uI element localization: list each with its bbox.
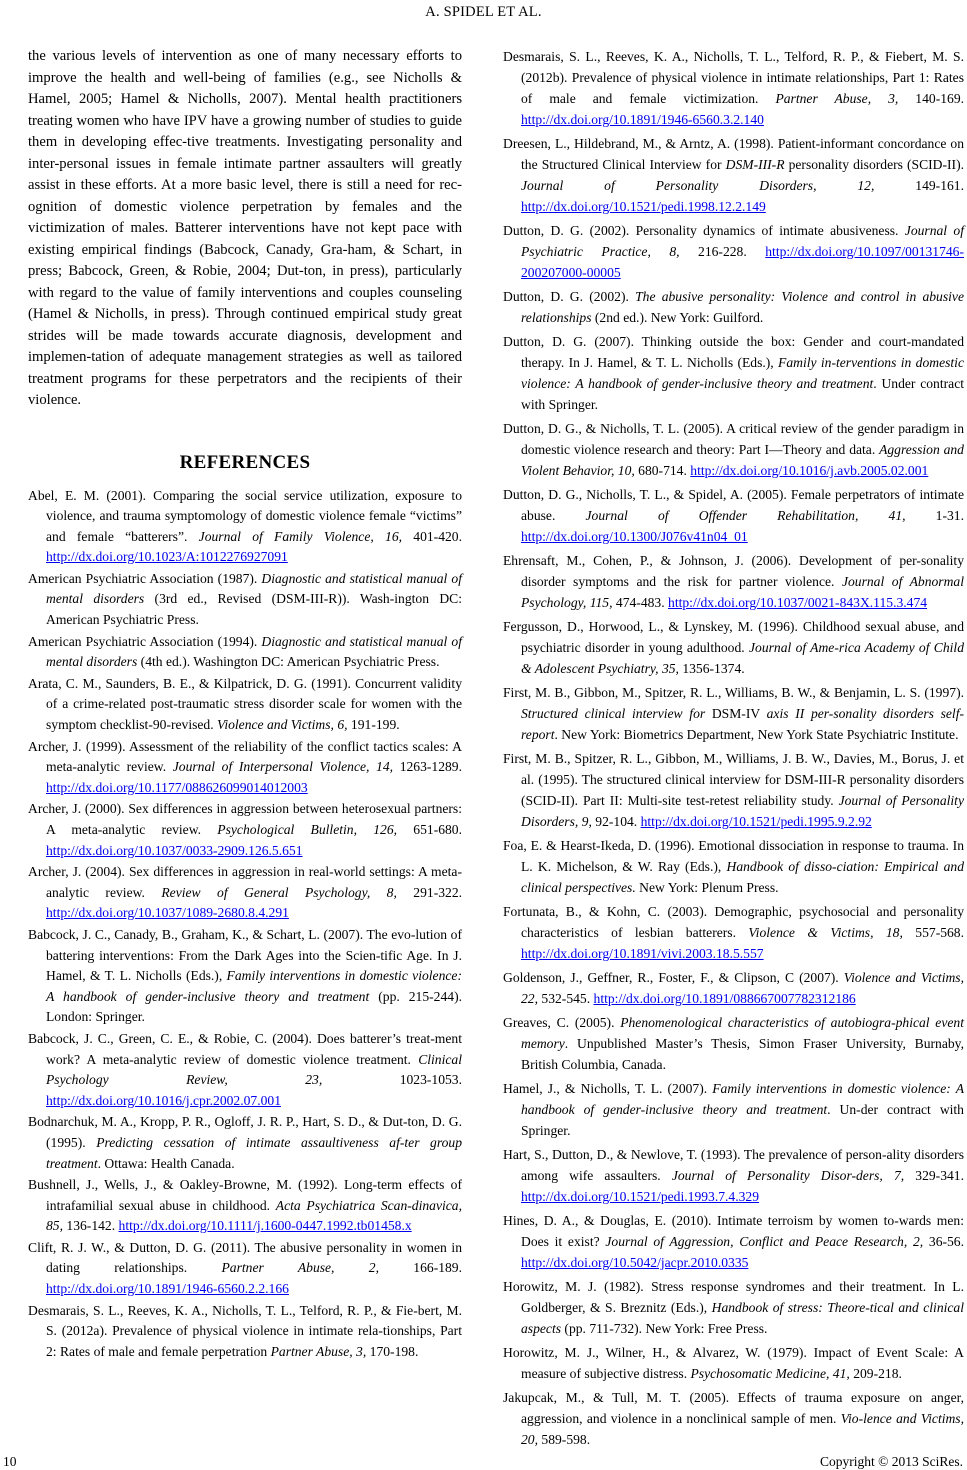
reference-entry [503, 1012, 964, 1075]
journal-title: Journal of Ame-rica Academy of Child & Adolescent Psychiatry, 35, [521, 640, 964, 676]
reference-entry [28, 1175, 462, 1237]
doi-link[interactable]: http://dx.doi.org/10.1891/1946-6560.3.2.140 [521, 112, 764, 127]
reference-entry [28, 1029, 462, 1111]
reference-text: 1356-1374. [678, 661, 745, 676]
reference-text: Dreesen, L., Hildebrand, M., & Arntz, A. (1998). Patient-informant concordance on the Structured Clinical Interview for [503, 136, 964, 172]
reference-text: 136-142. [63, 1218, 119, 1234]
reference-text: Bushnell, J., Wells, J., & Oakley-Browne, M. (1992). Long-term effects of intrafamilial sexual abuse in childhood. [28, 1177, 462, 1213]
reference-text: 474-483. [612, 595, 669, 610]
reference-text: 170-198. [366, 1343, 419, 1359]
reference-text: 216-228. [679, 244, 766, 259]
journal-title: Handbook of stress: Theore-tical and clinical aspects [521, 1300, 964, 1336]
reference-text: Hines, D. A., & Douglas, E. (2010). Intimate terroism by women to-wards men: Does it exist? [503, 1213, 964, 1249]
journal-title: Handbook of disso-ciation: Empirical and clinical perspectives. [521, 859, 964, 895]
reference-entry [503, 967, 964, 1009]
journal-title: Clinical Psychology Review, 23, [46, 1051, 462, 1088]
journal-title: Diagnostic and statistical manual of mental disorders [46, 570, 462, 607]
doi-link[interactable]: http://dx.doi.org/10.1521/pedi.1993.7.4.329 [521, 1189, 760, 1204]
reference-text: Greaves, C. (2005). [503, 1015, 621, 1030]
journal-title: Journal of Interpersonal Violence, 14, [172, 759, 394, 775]
reference-text: Dutton, D. G., Nicholls, T. L., & Spidel, A. (2005). Female perpetrators of intimate abuse. [503, 487, 964, 523]
journal-title: Violence and Victims, 6, [217, 717, 348, 733]
reference-entry [28, 799, 462, 861]
reference-entry [503, 418, 964, 481]
reference-text: . Ottawa: Health Canada. [97, 1155, 235, 1171]
reference-text: Bodnarchuk, M. A., Kropp, P. R., Ogloff, J. R. P., Hart, S. D., & Dut-ton, D. G. (1995). [28, 1114, 462, 1150]
reference-entry [503, 550, 964, 613]
doi-link[interactable]: http://dx.doi.org/10.1037/0021-843X.115.3.474 [668, 595, 928, 610]
reference-entry [28, 737, 462, 799]
journal-title: Review of General Psychology, 8, [161, 884, 397, 900]
reference-text: 401-420. [402, 528, 463, 544]
journal-title: Journal of Personality Disorders, 9, [521, 793, 964, 829]
doi-link[interactable]: http://dx.doi.org/10.1016/j.avb.2005.02.001 [690, 463, 929, 478]
reference-text: Horowitz, M. J. (1982). Stress response syndromes and their treatment. In L. Goldberger, & S. Breznitz (Eds.), [503, 1279, 964, 1315]
journal-title: Partner Abuse, 3, [775, 91, 899, 106]
reference-entry [503, 1342, 964, 1384]
reference-entry [28, 1112, 462, 1174]
page-footer [0, 1453, 967, 1470]
references-list-right [503, 46, 964, 1450]
reference-entry [503, 1078, 964, 1141]
reference-text: Desmarais, S. L., Reeves, K. A., Nicholls, T. L., Telford, R. P., & Fiebert, M. S. (2012b). Prevalence of physical violence in intimate relationships, Part 1: Rates of male and female victimization. [503, 49, 964, 106]
reference-entry [503, 682, 964, 745]
journal-title: Journal of Family Violence, 16, [198, 528, 403, 544]
reference-text: First, M. B., Gibbon, M., Spitzer, R. L., Williams, B. W., & Benjamin, L. S. (1997). [503, 685, 964, 700]
journal-title: Journal of Abnormal Psychology, 115, [521, 574, 964, 610]
reference-text: DSM-IV [705, 706, 767, 721]
doi-link[interactable]: http://dx.doi.org/10.1891/1946-6560.2.2.166 [46, 1281, 289, 1297]
journal-title: Phenomenological characteristics of autobiogra-phical event memory [521, 1015, 964, 1051]
journal-title: Violence & Victims, 18, [748, 925, 903, 940]
journal-title: DSM-III-R [725, 157, 785, 172]
journal-title: Predicting cessation of intimate assaultiveness af-ter group treatment [46, 1134, 462, 1171]
journal-title: Journal of Personality Disorders, 12, [521, 178, 875, 193]
references-list-left [28, 486, 462, 1363]
reference-text: Babcock, J. C., Green, C. E., & Robie, C. (2004). Does batterer’s treat-ment work? A meta-analytic review of domestic violence treatment. [28, 1030, 462, 1067]
journal-title: Structured clinical interview for [521, 706, 706, 721]
reference-text: 532-545. [538, 991, 594, 1006]
reference-text: Fergusson, D., Horwood, L., & Lynskey, M. (1996). Childhood sexual abuse, and psychiatric disorder in young adulthood. [503, 619, 964, 655]
journal-title: Psychological Bulletin, 126, [217, 822, 398, 837]
reference-entry [503, 1210, 964, 1273]
reference-text: Babcock, J. C., Canady, B., Graham, K., & Schart, L. (2007). The evo-lution of battering interventions: From the Dark Ages into the Scien-tific Age. In J. Hamel, & T. L. Nicholls (Eds.), [28, 926, 462, 984]
doi-link[interactable]: http://dx.doi.org/10.1891/088667007782312186 [593, 991, 856, 1006]
reference-text: Hart, S., Dutton, D., & Newlove, T. (1993). The prevalence of person-ality disorders among wife assaulters. [503, 1147, 964, 1183]
journal-title: Acta Psychiatrica Scan-dinavica, 85, [46, 1197, 463, 1234]
reference-text: 92-104. [591, 814, 641, 829]
reference-entry [503, 286, 964, 328]
reference-text: Foa, E. & Hearst-Ikeda, D. (1996). Emotional dissociation in response to trauma. In L. K. Michelson, & W. Ray (Eds.), [503, 838, 964, 874]
reference-entry [503, 616, 964, 679]
reference-text: (4th ed.). Washington DC: American Psychiatric Press. [137, 654, 440, 670]
reference-entry [28, 674, 462, 736]
reference-entry [503, 220, 964, 283]
reference-text: Dutton, D. G. (2002). [503, 289, 636, 304]
doi-link[interactable]: http://dx.doi.org/10.1097/00131746-200207000-00005 [521, 244, 964, 280]
reference-text: 191-199. [347, 717, 400, 733]
reference-text: Dutton, D. G. (2007). Thinking outside the box: Gender and court-mandated therapy. In J. Hamel, & T. L. Nicholls (Eds.), [503, 334, 964, 370]
doi-link[interactable]: http://dx.doi.org/10.1177/088626099014012003 [46, 779, 308, 795]
journal-title: Journal of Aggression, Conflict and Peace Research, 2, [605, 1234, 924, 1249]
reference-text: Dutton, D. G. (2002). Personality dynamics of intimate abusiveness. [503, 223, 905, 238]
reference-text: 1-31. [905, 508, 964, 523]
left-column [28, 46, 462, 1363]
doi-link[interactable]: http://dx.doi.org/10.1521/pedi.1995.9.2.92 [640, 814, 872, 829]
reference-text: 149-161. [874, 178, 964, 193]
page-number: 10 [3, 1454, 17, 1469]
reference-text: Clift, R. J. W., & Dutton, D. G. (2011). The abusive personality in women in dating relationships. [28, 1239, 462, 1276]
reference-text: 329-341. [904, 1168, 965, 1183]
reference-text: (3rd ed., Revised (DSM-III-R)). Wash-ington DC: American Psychiatric Press. [46, 591, 462, 628]
reference-text: . New York: Biometrics Department, New York State Psychiatric Institute. [554, 727, 959, 742]
copyright: Copyright © 2013 SciRes. [819, 1454, 963, 1469]
reference-entry [28, 569, 462, 631]
doi-link[interactable]: http://dx.doi.org/10.1521/pedi.1998.12.2.149 [521, 199, 766, 214]
reference-text: American Psychiatric Association (1987). [28, 570, 262, 586]
journal-title: Family in-terventions in domestic violence: A handbook of gender-inclusive theory and treatment [521, 355, 964, 391]
reference-entry [503, 901, 964, 964]
reference-text: Hamel, J., & Nicholls, T. L. (2007). [503, 1081, 713, 1096]
right-column [503, 46, 964, 1453]
reference-text: 1263-1289. [393, 759, 462, 775]
reference-entry [503, 1144, 964, 1207]
reference-text: (pp. 711-732). New York: Free Press. [561, 1321, 768, 1336]
journal-title: Aggression and Violent Behavior, 10, [521, 442, 964, 478]
body-paragraph: the various levels of intervention as one of many necessary efforts to improve the health and well-being of families (e.g., see Nicholls & Hamel, 2005; Hamel & Nicholls, 2007). Mental health practitioners treating women who have IPV have a growing number of studies to guide them in developing effec-tive treatments. Investigating personality and inter-personal issues in female intimate partner assaulters will greatly assist in these efforts. At a more basic level, there is still a need for rec-ognition of domestic violence perpetration by females and the victimization of males. Batterer interventions have not kept pace with existing empirical findings (Babcock, Canady, Gra-ham, & Schart, in press; Babcock, Green, & Robie, 2004; Dut-ton, in press), particularly with regard to the value of family interventions and couples counseling (Hamel & Nicholls, in press). Through continued empirical study great strides will be made towards accurate diagnosis, development and implemen-tation of adequate management strategies as well as tailored treatment programs for these perpetrators and the recipients of their violence. [28, 48, 462, 408]
reference-text: Dutton, D. G., & Nicholls, T. L. (2005). A critical review of the gender paradigm in domestic violence research and theory: Part I—Theory and data. [503, 421, 964, 457]
reference-text: Ehrensaft, M., Cohen, P., & Johnson, J. (2006). Development of per-sonality disorder symptoms and the risk for partner violence. [503, 553, 964, 589]
reference-entry [503, 1387, 964, 1450]
reference-text: 166-189. [378, 1260, 463, 1276]
reference-entry [28, 1301, 462, 1363]
reference-text: 291-322. [396, 884, 463, 900]
doi-link[interactable]: http://dx.doi.org/10.5042/jacpr.2010.0335 [521, 1255, 749, 1270]
reference-text: Archer, J. (2000). Sex differences in aggression between heterosexual partners: A meta-analytic review. [28, 801, 462, 837]
reference-text: 36-56. [923, 1234, 965, 1249]
reference-entry [28, 1238, 462, 1300]
reference-text: Archer, J. (1999). Assessment of the reliability of the conflict tactics scales: A meta-analytic review. [28, 738, 462, 775]
reference-entry [28, 632, 462, 673]
columns [0, 46, 967, 1453]
reference-entry [503, 748, 964, 832]
doi-link[interactable]: http://dx.doi.org/10.1300/J076v41n04_01 [521, 529, 748, 544]
reference-text: 140-169. [898, 91, 965, 106]
reference-text: (2nd ed.). New York: Guilford. [591, 310, 764, 325]
reference-text: Jakupcak, M., & Tull, M. T. (2005). Effects of trauma exposure on anger, aggression, and violence in a nonclinical sample of men. [503, 1390, 964, 1426]
journal-title: Family interventions in domestic violence: A handbook of gender-inclusive theory and treatment [521, 1081, 964, 1117]
reference-text: 557-568. [902, 925, 965, 940]
journal-title: Partner Abuse, 2, [221, 1260, 379, 1276]
reference-text: Horowitz, M. J., Wilner, H., & Alvarez, W. (1979). Impact of Event Scale: A measure of subjective distress. [503, 1345, 964, 1381]
reference-entry [503, 835, 964, 898]
journal-title: Violence and Victims, 22, [521, 970, 964, 1006]
reference-text: . Un-der contract with Springer. [521, 1102, 964, 1138]
reference-text: 589-598. [538, 1432, 591, 1447]
journal-title: Diagnostic and statistical manual of mental disorders [46, 633, 462, 670]
doi-link[interactable]: http://dx.doi.org/10.1023/A:1012276927091 [46, 549, 288, 565]
reference-text: 680-714. [634, 463, 691, 478]
reference-text: American Psychiatric Association (1994). [28, 633, 262, 649]
doi-link[interactable]: http://dx.doi.org/10.1111/j.1600-0447.1992.tb01458.x [118, 1218, 412, 1234]
reference-text: 1023-1053. [322, 1072, 463, 1088]
reference-text: 651-680. [397, 822, 463, 837]
doi-link[interactable]: http://dx.doi.org/10.1016/j.cpr.2002.07.001 [46, 1092, 281, 1108]
reference-entry [503, 46, 964, 130]
reference-text: (pp. 215-244). London: Springer. [46, 988, 462, 1025]
journal-title: The abusive personality: Violence and control in abusive relationships [521, 289, 964, 325]
doi-link[interactable]: http://dx.doi.org/10.1037/1089-2680.8.4.291 [46, 905, 289, 921]
doi-link[interactable]: http://dx.doi.org/10.1891/vivi.2003.18.5.557 [521, 946, 764, 961]
reference-text: New York: Plenum Press. [635, 880, 779, 895]
reference-text: 209-218. [849, 1366, 902, 1381]
reference-entry [503, 331, 964, 415]
reference-text: . Under contract with Springer. [521, 376, 964, 412]
reference-entry [28, 862, 462, 924]
reference-text: personality disorders (SCID-II). [784, 157, 965, 172]
reference-entry [503, 133, 964, 217]
journal-title: Family interventions in domestic violence: A handbook of gender-inclusive theory and treatment [46, 968, 462, 1004]
journal-title: Psychosomatic Medicine, 41, [690, 1366, 850, 1381]
journal-title: Vio-lence and Victims, 20, [521, 1411, 964, 1447]
journal-title: Journal of Psychiatric Practice, 8, [521, 223, 964, 259]
reference-text: First, M. B., Spitzer, R. L., Gibbon, M., Williams, J. B. W., Davies, M., Borus, J. et al. (1995). The structured clinical interview for DSM-III-R personality disorders (SCID-II). Part II: Multi-site test-retest reliability study. [503, 751, 964, 808]
reference-entry [28, 925, 462, 1028]
reference-text: Arata, C. M., Saunders, B. E., & Kilpatrick, D. G. (1991). Concurrent validity of a crime-related post-traumatic stress disorder scale for women with the symptom checklist-90-revised. [28, 675, 462, 733]
reference-text: Archer, J. (2004). Sex differences in aggression in real-world settings: A meta-analytic review. [28, 864, 462, 900]
reference-text: Abel, E. M. (2001). Comparing the social service utilization, exposure to violence, and trauma symptomology of domestic violence female “victims” and female “batterers”. [28, 487, 462, 544]
reference-text: Desmarais, S. L., Reeves, K. A., Nicholls, T. L., Telford, R. P., & Fie-bert, M. S. (2012a). Prevalence of physical violence in intimate rela-tionships, Part 2: Rates of male and female perpetration [28, 1302, 462, 1359]
reference-entry [28, 486, 462, 568]
running-header: A. SPIDEL ET AL. [425, 4, 542, 20]
reference-text: . Unpublished Master’s Thesis, Simon Fraser University, Burnaby, British Columbia, Canada. [521, 1036, 964, 1072]
reference-text: Fortunata, B., & Kohn, C. (2003). Demographic, psychosocial and personality characteristics of lesbian batterers. [503, 904, 964, 940]
reference-entry [503, 484, 964, 547]
journal-title: Partner Abuse, 3, [270, 1343, 367, 1359]
journal-title: Journal of Personality Disor-ders, 7, [671, 1168, 905, 1183]
reference-text: Goldenson, J., Geffner, R., Foster, F., & Clipson, C (2007). [503, 970, 844, 985]
journal-title: axis II per-sonality disorders self-report [521, 706, 964, 742]
journal-title: Journal of Offender Rehabilitation, 41, [585, 508, 906, 523]
reference-entry [503, 1276, 964, 1339]
doi-link[interactable]: http://dx.doi.org/10.1037/0033-2909.126.5.651 [46, 842, 303, 858]
references-heading: REFERENCES [179, 451, 311, 473]
